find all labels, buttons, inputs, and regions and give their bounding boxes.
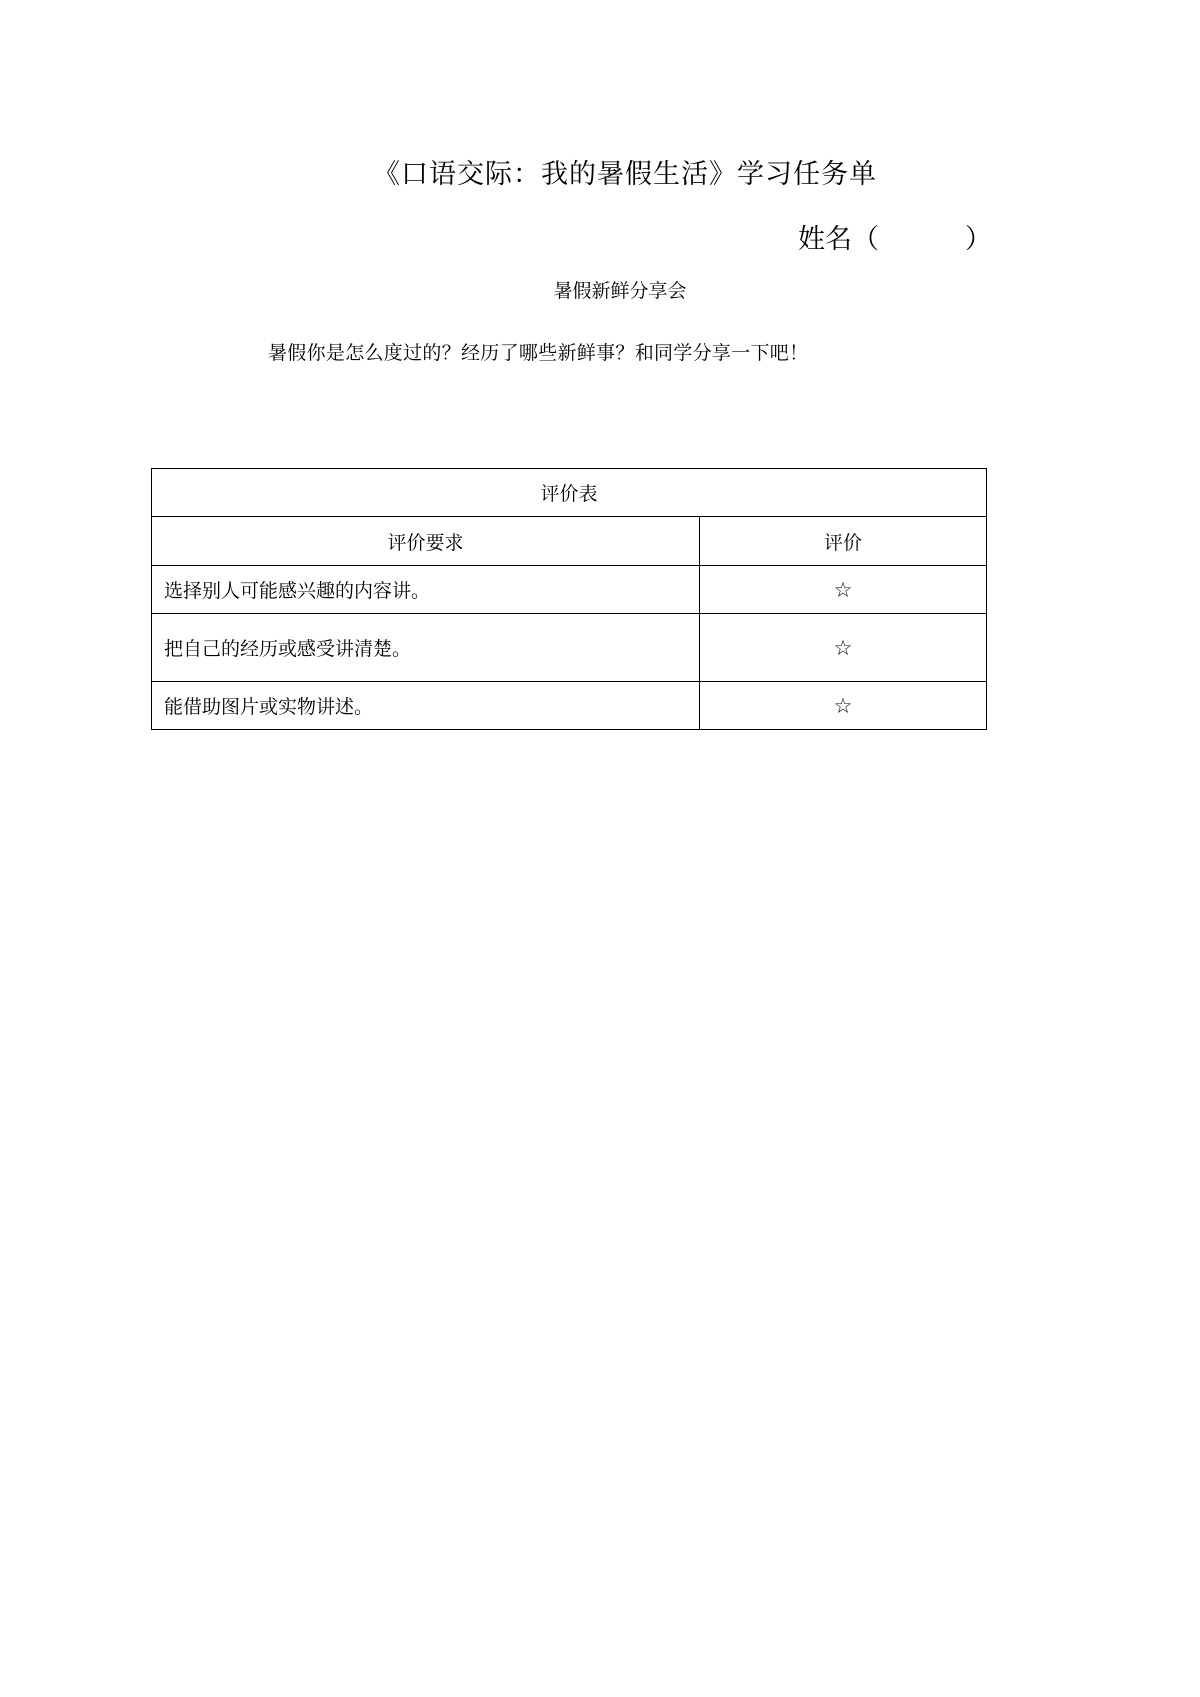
page-title: 《口语交际：我的暑假生活》学习任务单 <box>373 159 877 190</box>
requirement-cell: 把自己的经历或感受讲清楚。 <box>152 614 700 682</box>
table-header-row <box>152 517 987 566</box>
star-icon[interactable]: ☆ <box>833 635 853 660</box>
star-icon[interactable]: ☆ <box>833 693 853 718</box>
requirement-cell: 能借助图片或实物讲述。 <box>152 682 700 730</box>
rating-cell[interactable] <box>700 566 987 614</box>
requirement-cell: 选择别人可能感兴趣的内容讲。 <box>152 566 700 614</box>
evaluation-table <box>151 468 987 730</box>
table-row <box>152 614 987 682</box>
header-rating: 评价 <box>700 517 987 566</box>
header-requirement: 评价要求 <box>152 517 700 566</box>
star-icon[interactable]: ☆ <box>833 577 853 602</box>
table-row <box>152 566 987 614</box>
rating-cell[interactable] <box>700 682 987 730</box>
section-subtitle: 暑假新鲜分享会 <box>553 280 687 302</box>
table-caption-row <box>152 469 987 517</box>
table-row <box>152 682 987 730</box>
name-field-label: 姓名（ ） <box>798 224 992 255</box>
table-caption: 评价表 <box>152 469 987 517</box>
rating-cell[interactable] <box>700 614 987 682</box>
intro-text: 暑假你是怎么度过的？经历了哪些新鲜事？和同学分享一下吧！ <box>268 342 809 364</box>
